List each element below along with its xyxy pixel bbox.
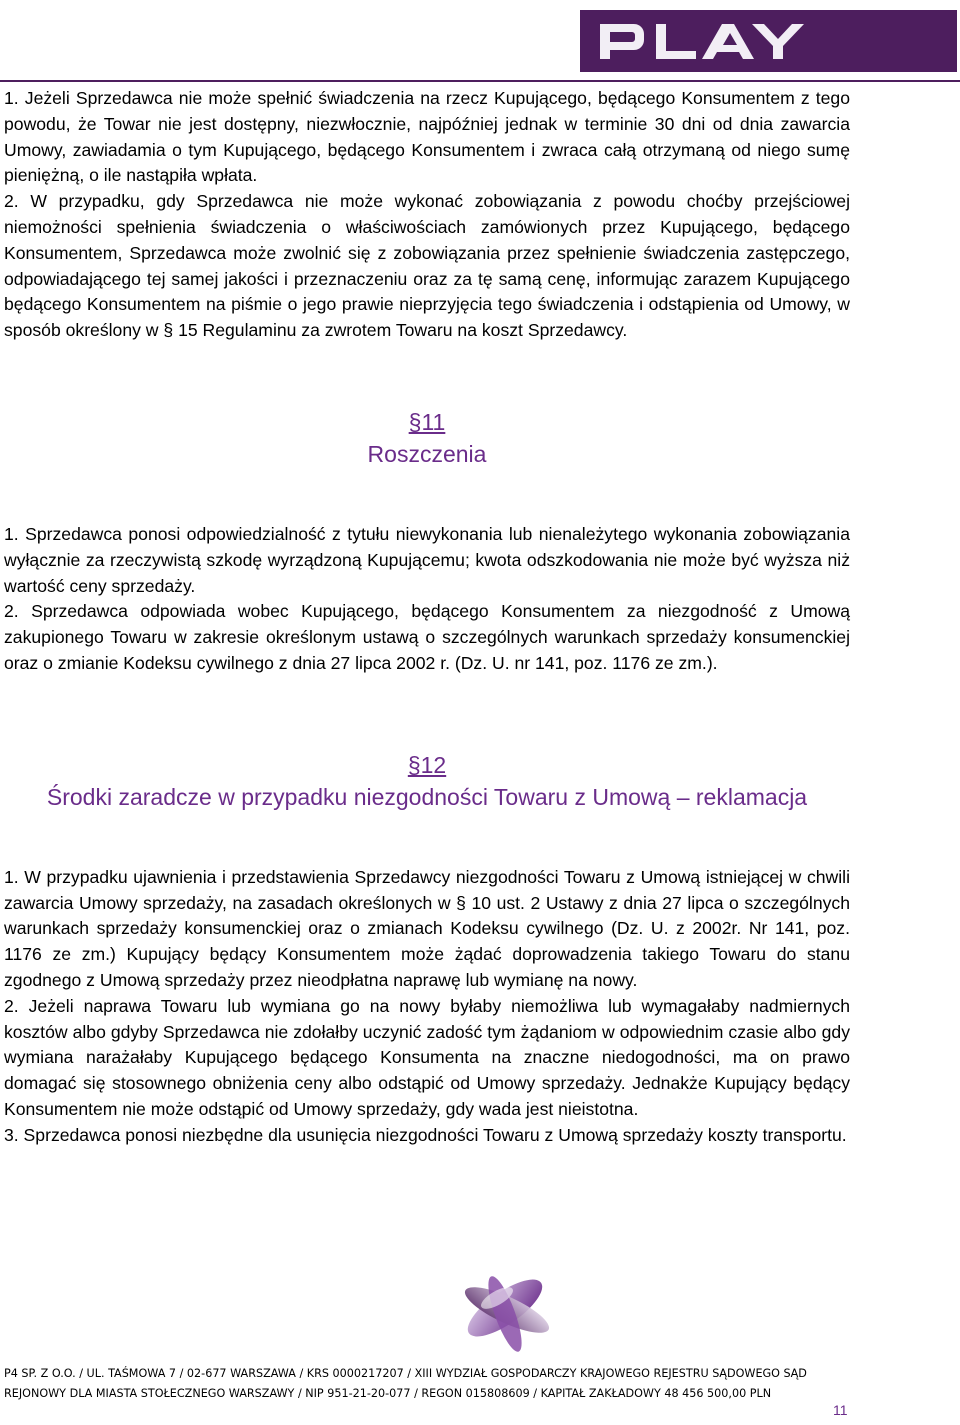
paragraph: 1. W przypadku ujawnienia i przedstawienia Sprzedawcy niezgodności Towaru z Umową istniejącej w chwili zawarcia Umowy sprzedaży, na zasadach określonych w § 10 ust. 2 Ustawy z dnia 27 lipca o szczególnych warunkach sprzedaży konsumenckiej oraz o zmianach Kodeksu cywilnego (Dz. U. z 2002r. Nr 141, poz. 1176 ze zm.) Kupujący będący Konsumentem może żądać doprowadzenia takiego Towaru do stanu zgodnego z Umową sprzedaży przez nieodpłatna naprawę lub wymianę na nowy. — [4, 866, 850, 990]
section-11-title: Roszczenia — [367, 440, 487, 467]
page-number: 11 — [833, 1402, 848, 1418]
play-logo-wordmark — [580, 10, 957, 72]
section-11-number: §11 — [408, 408, 446, 435]
section-12-number: §12 — [407, 751, 447, 778]
paragraph: 3. Sprzedawca ponosi niezbędne dla usunięcia niezgodności Towaru z Umową sprzedaży koszty transportu. — [4, 1124, 847, 1145]
paragraph: 1. Jeżeli Sprzedawca nie może spełnić świadczenia na rzecz Kupującego, będącego Konsumentem z tego powodu, że Towar nie jest dostępny, niezwłocznie, najpóźniej jednak w terminie 30 dni od dnia zawarcia Umowy, zawiadamia o tym Kupującego, będącego Konsumentem i zwraca całą otrzymaną od niego sumę pieniężną, o ile nastąpiła wpłata. — [4, 88, 850, 186]
header-rule — [0, 80, 960, 82]
footer-line-2: REJONOWY DLA MIASTA STOŁECZNEGO WARSZAWY / NIP 951-21-20-077 / REGON 015808609 / KAPITAŁ ZAKŁADOWY 48 456 500,00 PLN — [4, 1387, 772, 1400]
section-12-title: Środki zaradcze w przypadku niezgodności Towaru z Umową – reklamacja — [46, 783, 808, 810]
document-body — [4, 86, 850, 1149]
paragraph: 2. Jeżeli naprawa Towaru lub wymiana go na nowy byłaby niemożliwa lub wymagałaby nadmiernych kosztów albo gdyby Sprzedawca nie zdołałby uczynić zadość tym żądaniom w odpowiednim czasie albo gdy wymiana narażałaby Kupującego będącego Konsumenta na znaczne niedogodności, ma on prawo domagać się stosownego obniżenia ceny albo odstąpić od Umowy sprzedaży. Jednakże Kupujący będący Konsumentem nie może odstąpić od Umowy sprzedaży, gdy wada jest nieistotna. — [4, 995, 850, 1119]
paragraph: 2. Sprzedawca odpowiada wobec Kupującego, będącego Konsumentem za niezgodność z Umową zakupionego Towaru w zakresie określonym ustawą o szczególnych warunkach sprzedaży konsumenckiej oraz o zmianie Kodeksu cywilnego z dnia 27 lipca 2002 r. (Dz. U. nr 141, poz. 1176 ze zm.). — [4, 601, 850, 673]
paragraph: 1. Sprzedawca ponosi odpowiedzialność z tytułu niewykonania lub nienależytego wykonania zobowiązania wyłącznie za rzeczywistą szkodę wyrządzoną Kupującemu; kwota odszkodowania nie może być wyższa niż wartość ceny sprzedaży. — [4, 523, 850, 596]
play-swirl-logo-icon — [447, 1262, 567, 1358]
play-logo — [580, 10, 957, 72]
footer-line-1: P4 SP. Z O.O. / UL. TAŚMOWA 7 / 02-677 WARSZAWA / KRS 0000217207 / XIII WYDZIAŁ GOSPODARCZY KRAJOWEGO REJESTRU SĄDOWEGO SĄD — [4, 1367, 807, 1380]
company-footer — [4, 1364, 954, 1404]
paragraph: 2. W przypadku, gdy Sprzedawca nie może wykonać zobowiązania z powodu choćby przejściowej niemożności spełnienia świadczenia o właściwościach zamówionych przez Kupującego, będącego Konsumentem, Sprzedawca może zwolnić się z zobowiązania przez spełnienie świadczenia zastępczego, odpowiadającego tej samej jakości i przeznaczeniu oraz za tę samą cenę, informując zarazem Kupującego będącego Konsumentem na piśmie o jego prawie nieprzyjęcia tego świadczenia i odstąpienia od Umowy, w sposób określony w § 15 Regulaminu za zwrotem Towaru na koszt Sprzedawcy. — [4, 191, 850, 341]
